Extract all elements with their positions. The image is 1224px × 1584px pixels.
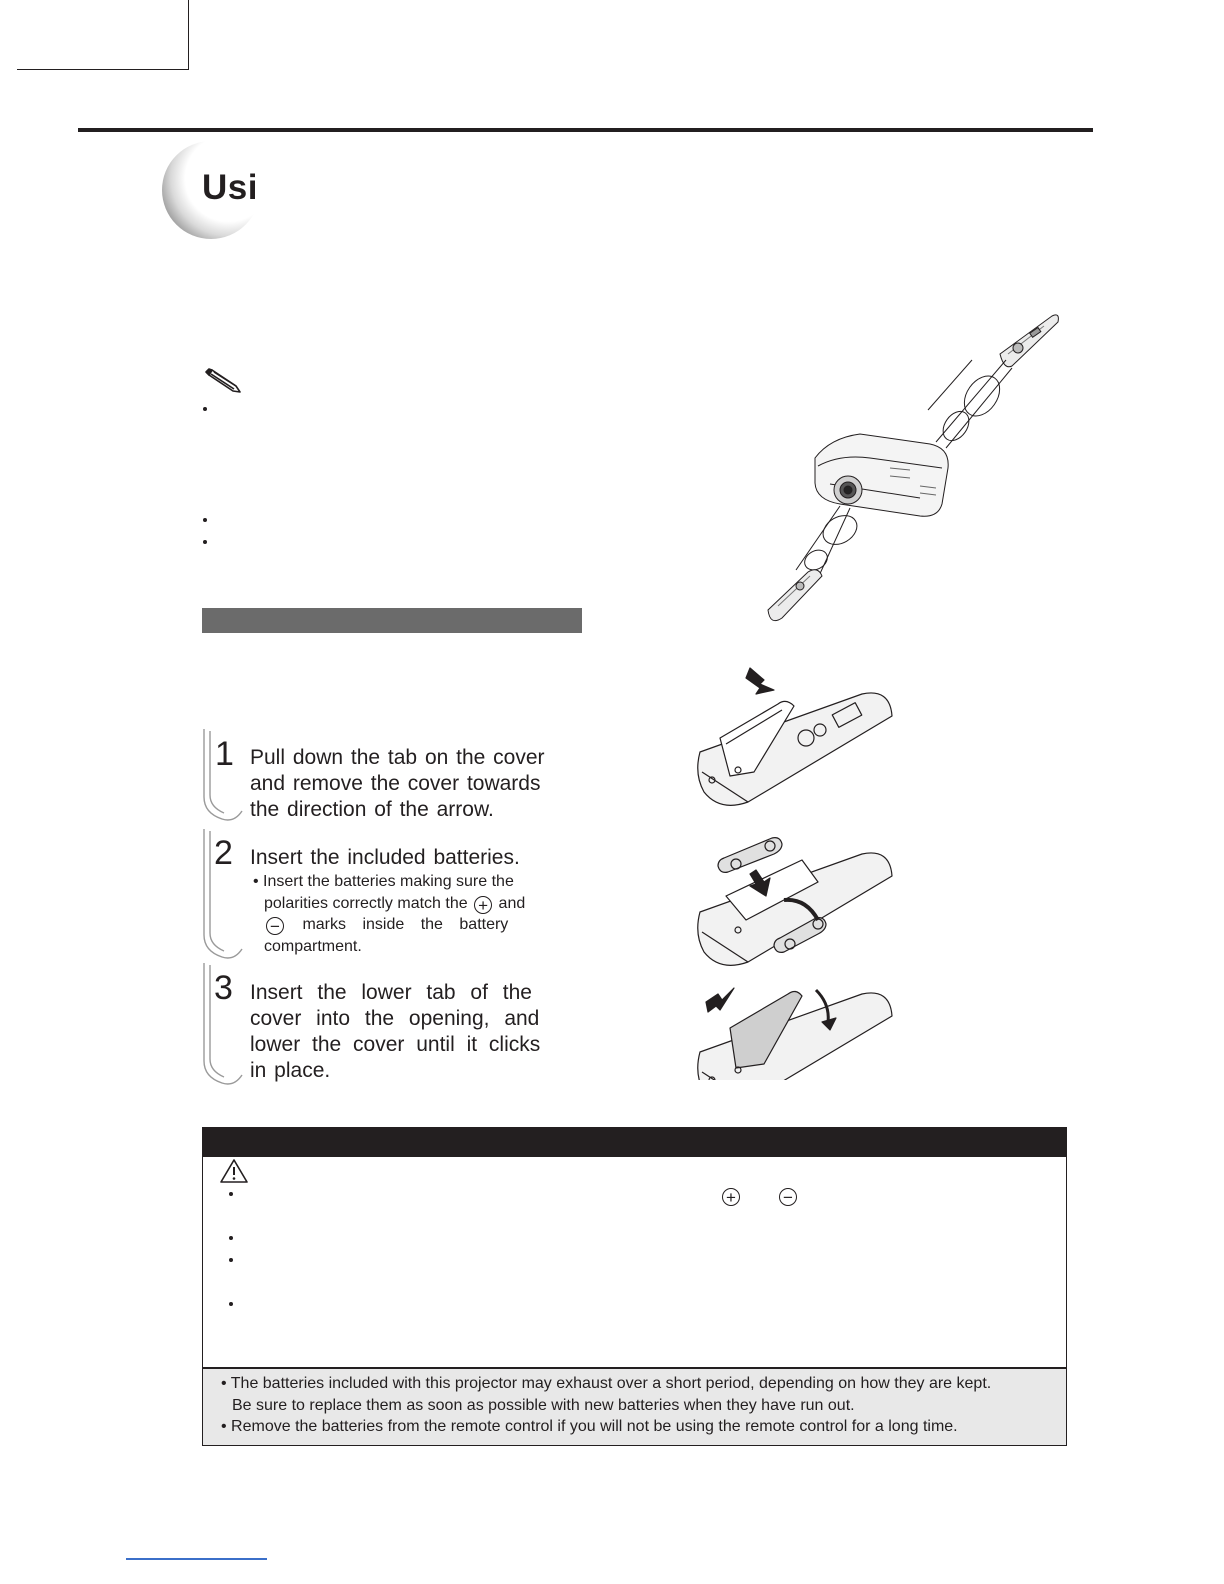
page-title: Usi — [202, 168, 258, 207]
note-line: polarities correctly match the — [264, 894, 468, 912]
section-header-bar — [202, 608, 582, 633]
plus-polarity-icon: + — [474, 896, 492, 914]
note-line: compartment. — [264, 937, 362, 955]
step-number: 2 — [214, 834, 233, 872]
step-line: Pull down the tab on the cover — [250, 746, 545, 769]
note-line: marks inside the battery — [302, 916, 509, 933]
step-brackets — [200, 727, 246, 1087]
step-2-note: • Insert the batteries making sure the polarities correctly match the + and − marks inside the battery compartment. — [253, 871, 563, 957]
remote-insert-batteries-image — [698, 838, 892, 966]
note-bullet — [203, 540, 207, 544]
note-line: and — [498, 894, 526, 912]
minus-polarity-icon: − — [779, 1188, 797, 1206]
header-rule — [78, 128, 1093, 132]
battery-note: Be sure to replace them as soon as possible with new batteries when they have run out. — [232, 1396, 855, 1414]
step-number: 3 — [214, 969, 233, 1007]
step-1-text — [250, 745, 560, 823]
footer-link-underline[interactable] — [126, 1558, 267, 1560]
caution-bullet — [229, 1258, 233, 1262]
remote-control-lower-image — [768, 570, 822, 621]
battery-note: The batteries included with this projector may exhaust over a short period, depending on how they are kept. — [230, 1375, 992, 1392]
pencil-icon — [203, 364, 245, 401]
step-line: cover into the opening, and — [250, 1007, 540, 1030]
caution-bullet — [229, 1192, 233, 1196]
remote-close-cover-image — [698, 988, 892, 1080]
step-line: the direction of the arrow. — [250, 798, 494, 821]
step-number: 1 — [215, 735, 234, 773]
caution-box — [202, 1127, 1067, 1446]
step-line: lower the cover until it clicks — [250, 1033, 541, 1056]
plus-polarity-icon: + — [722, 1188, 740, 1206]
caution-bullet — [229, 1302, 233, 1306]
minus-polarity-icon: − — [266, 917, 284, 935]
remote-control-upper-image — [1000, 315, 1058, 367]
remote-range-illustration — [760, 308, 1090, 628]
step-2-text — [250, 845, 562, 871]
note-bullet — [203, 407, 207, 411]
step-line: and remove the cover towards — [250, 772, 541, 795]
step-line: Insert the included batteries. — [250, 846, 520, 869]
note-line: Insert the batteries making sure the — [263, 873, 514, 890]
battery-note: Remove the batteries from the remote control if you will not be using the remote control for a long time. — [231, 1418, 958, 1435]
remote-open-cover-image — [698, 668, 892, 805]
warning-triangle-icon — [219, 1158, 249, 1189]
step-line: Insert the lower tab of the — [250, 981, 532, 1004]
step-3-text — [250, 980, 560, 1084]
caution-bullet — [229, 1236, 233, 1240]
caution-header-bar — [203, 1128, 1066, 1157]
step-line: in place. — [250, 1059, 331, 1082]
note-bullet — [203, 518, 207, 522]
page-corner-mark — [17, 0, 189, 70]
projector-image — [815, 434, 948, 516]
battery-step-illustrations — [690, 660, 900, 1080]
battery-notes: • The batteries included with this projector may exhaust over a short period, depending on how they are kept. Be sure to replace them as soon as possible with new batteries when they have run out. • Remove the batteries from the remote control if you will not be using the remote control for a long time. — [203, 1369, 1066, 1445]
